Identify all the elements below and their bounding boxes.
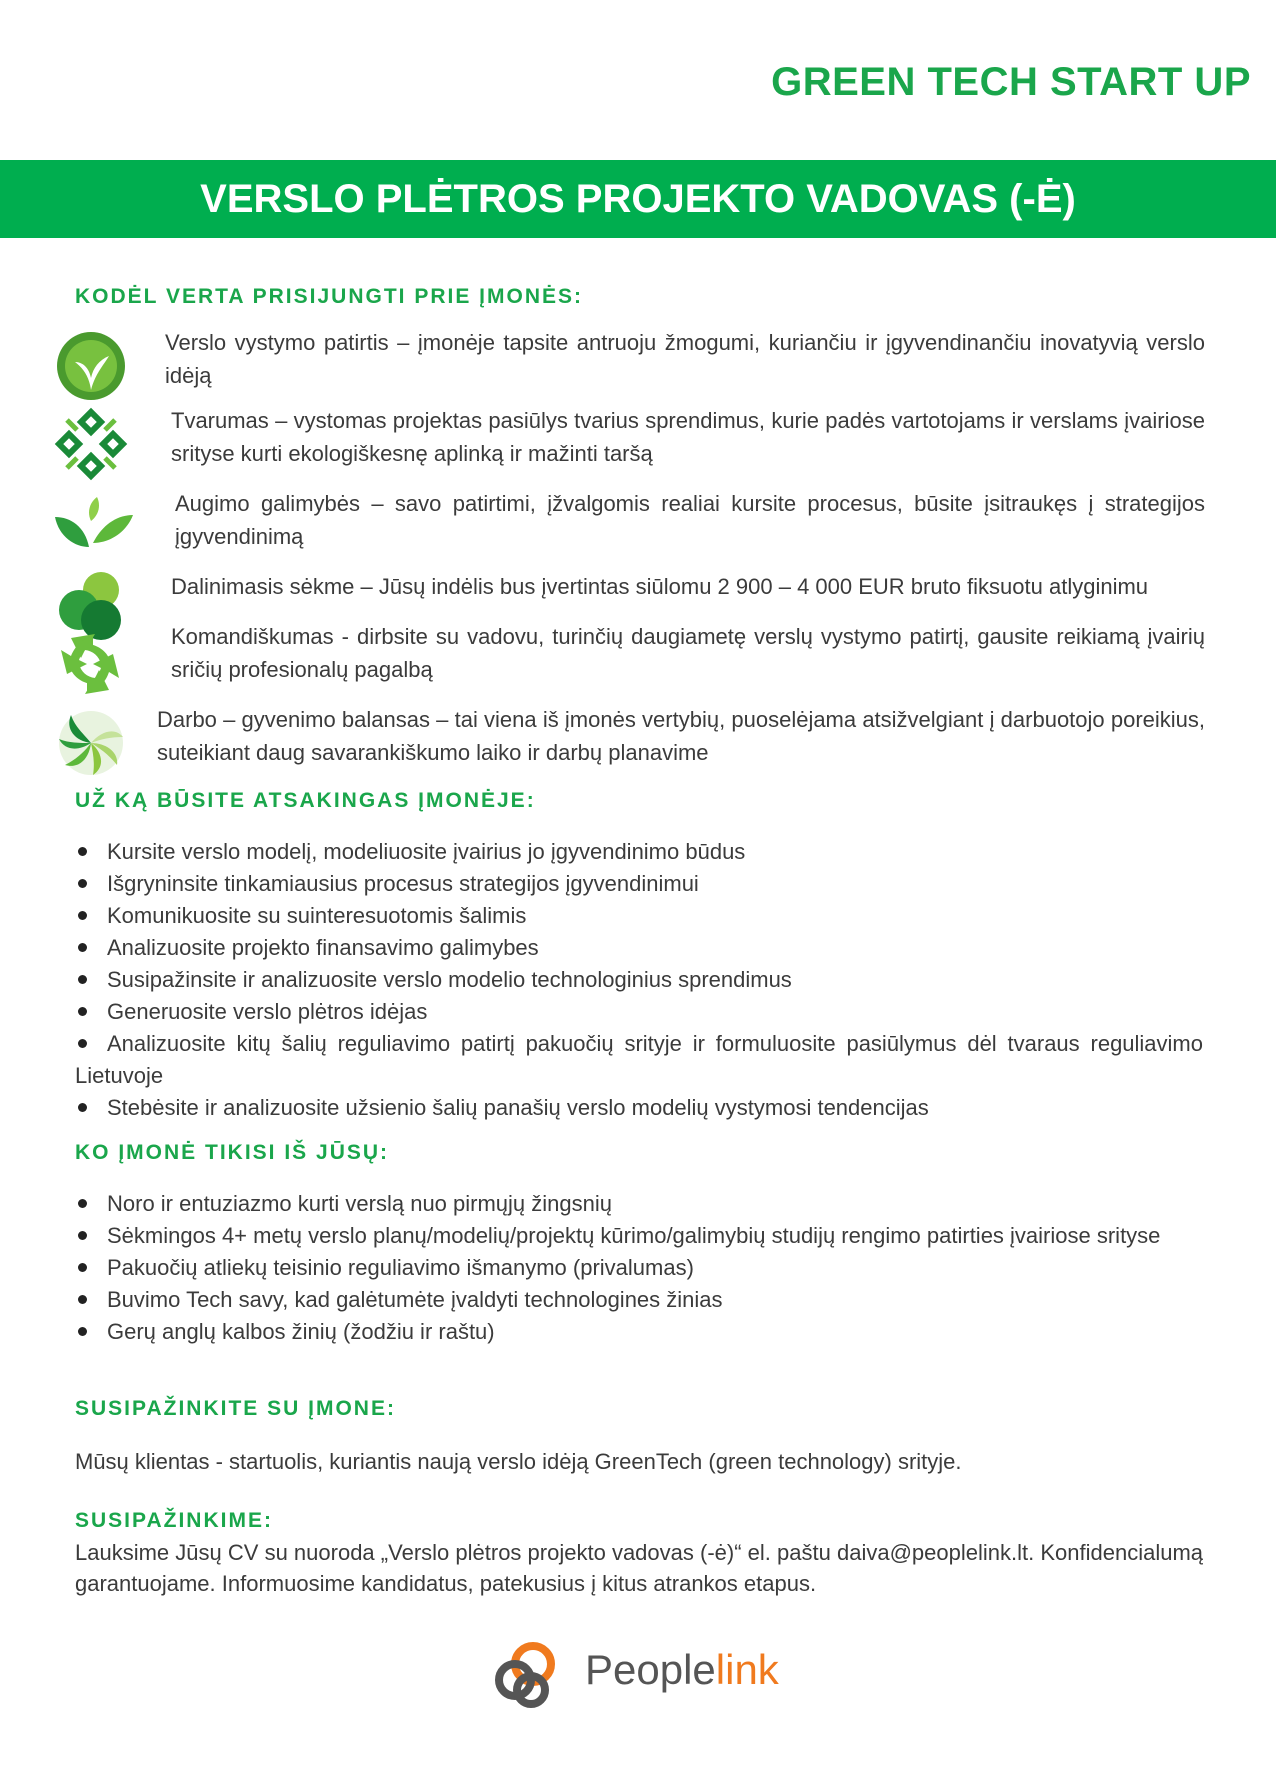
recycle-star-icon [45, 404, 137, 484]
benefit-item [45, 703, 1205, 783]
expectations-list [75, 1188, 1203, 1348]
bullet-icon [78, 1007, 87, 1016]
list-item: Gerų anglų kalbos žinių (žodžiu ir raštu) [75, 1316, 1203, 1348]
list-item: Išgryninsite tinkamiausius procesus strategijos įgyvendinimui [75, 868, 1203, 900]
contact-heading: SUSIPAŽINKIME: [75, 1509, 273, 1532]
company-name: GREEN TECH START UP [771, 60, 1251, 104]
bullet-icon [78, 943, 87, 952]
list-item: Buvimo Tech savy, kad galėtumėte įvaldyti technologines žinias [75, 1284, 1203, 1316]
arrows-cycle-icon [45, 624, 137, 704]
bullet-icon [78, 1039, 87, 1048]
position-title: VERSLO PLĖTROS PROJEKTO VADOVAS (-Ė) [200, 177, 1076, 221]
list-item: Generuosite verslo plėtros idėjas [75, 996, 1203, 1028]
list-item: Susipažinsite ir analizuosite verslo modelio technologinius sprendimus [75, 964, 1203, 996]
responsibilities-list [75, 836, 1203, 1124]
list-item: Analizuosite projekto finansavimo galimybes [75, 932, 1203, 964]
list-item: Stebėsite ir analizuosite užsienio šalių panašių verslo modelių vystymosi tendencijas [75, 1092, 1203, 1124]
list-item: Noro ir entuziazmo kurti verslą nuo pirmųjų žingsnių [75, 1188, 1203, 1220]
list-item: Pakuočių atliekų teisinio reguliavimo išmanymo (privalumas) [75, 1252, 1203, 1284]
bullet-icon [78, 1231, 87, 1240]
bullet-icon [78, 1295, 87, 1304]
benefit-text: Verslo vystymo patirtis – įmonėje tapsite antruoju žmogumi, kuriančiu ir įgyvendinančiu inovatyvią verslo idėją [165, 330, 1205, 388]
responsibilities-heading: UŽ KĄ BŪSITE ATSAKINGAS ĮMONĖJE: [75, 789, 536, 812]
bullet-icon [78, 847, 87, 856]
benefit-item [45, 404, 1205, 486]
benefit-text: Augimo galimybės – savo patirtimi, įžvalgomis realiai kursite procesus, būsite įsitraukęs į strategijos įgyvendinimą [175, 491, 1205, 549]
bullet-icon [78, 1103, 87, 1112]
leaf-circle-icon [45, 326, 137, 406]
benefit-text: Komandiškumas - dirbsite su vadovu, turinčių daugiametę verslų vystymo patirtį, gausite reikiamą įvairių sričių profesionalų pagalbą [171, 624, 1205, 682]
benefit-item [45, 326, 1205, 404]
benefit-item [45, 620, 1205, 700]
bullet-icon [78, 975, 87, 984]
peoplelink-logo-icon [487, 1636, 567, 1716]
bullet-icon [78, 879, 87, 888]
bullet-icon [78, 1263, 87, 1272]
benefit-text: Tvarumas – vystomas projektas pasiūlys tvarius sprendimus, kurie padės vartotojams ir verslams įvairiose srityse kurti ekologiškesnę aplinką ir mažinti taršą [171, 408, 1205, 466]
benefit-text: Dalinimasis sėkme – Jūsų indėlis bus įvertintas siūlomu 2 900 – 4 000 EUR bruto fiksuotu atlyginimu [171, 574, 1149, 599]
title-banner [0, 160, 1276, 238]
contact-text: Lauksime Jūsų CV su nuoroda „Verslo plėtros projekto vadovas (-ė)“ el. paštu daiva@peoplelink.lt. Konfidencialumą garantuojame. Informuosime kandidatus, patekusius į kitus atrankos etapus. [75, 1540, 1203, 1596]
list-item: Analizuosite kitų šalių reguliavimo patirtį pakuočių srityje ir formuluosite pasiūlymus dėl tvaraus reguliavimo Lietuvoje [75, 1031, 1203, 1088]
about-text: Mūsų klientas - startuolis, kuriantis naują verslo idėją GreenTech (green technology) srityje. [75, 1449, 962, 1474]
why-join-heading: KODĖL VERTA PRISIJUNGTI PRIE ĮMONĖS: [75, 285, 583, 308]
list-item: Kursite verslo modelį, modeliuosite įvairius jo įgyvendinimo būdus [75, 836, 1203, 868]
benefit-item [45, 487, 1205, 567]
about-heading: SUSIPAŽINKITE SU ĮMONE: [75, 1397, 396, 1420]
peoplelink-logo [487, 1636, 787, 1716]
swirl-icon [45, 703, 137, 783]
list-item: Sėkmingos 4+ metų verslo planų/modelių/projektų kūrimo/galimybių studijų rengimo patirties įvairiose srityse [75, 1220, 1203, 1252]
bullet-icon [78, 911, 87, 920]
sprout-icon [45, 487, 137, 567]
expectations-heading: KO ĮMONĖ TIKISI IŠ JŪSŲ: [75, 1141, 390, 1164]
bullet-icon [78, 1327, 87, 1336]
list-item: Komunikuosite su suinteresuotomis šalimis [75, 900, 1203, 932]
peoplelink-logo-text: Peoplelink [585, 1646, 779, 1693]
benefit-text: Darbo – gyvenimo balansas – tai viena iš įmonės vertybių, puoselėjama atsižvelgiant į darbuotojo poreikius, suteikiant daug savarankiškumo laiko ir darbų planavime [157, 707, 1205, 765]
bullet-icon [78, 1199, 87, 1208]
